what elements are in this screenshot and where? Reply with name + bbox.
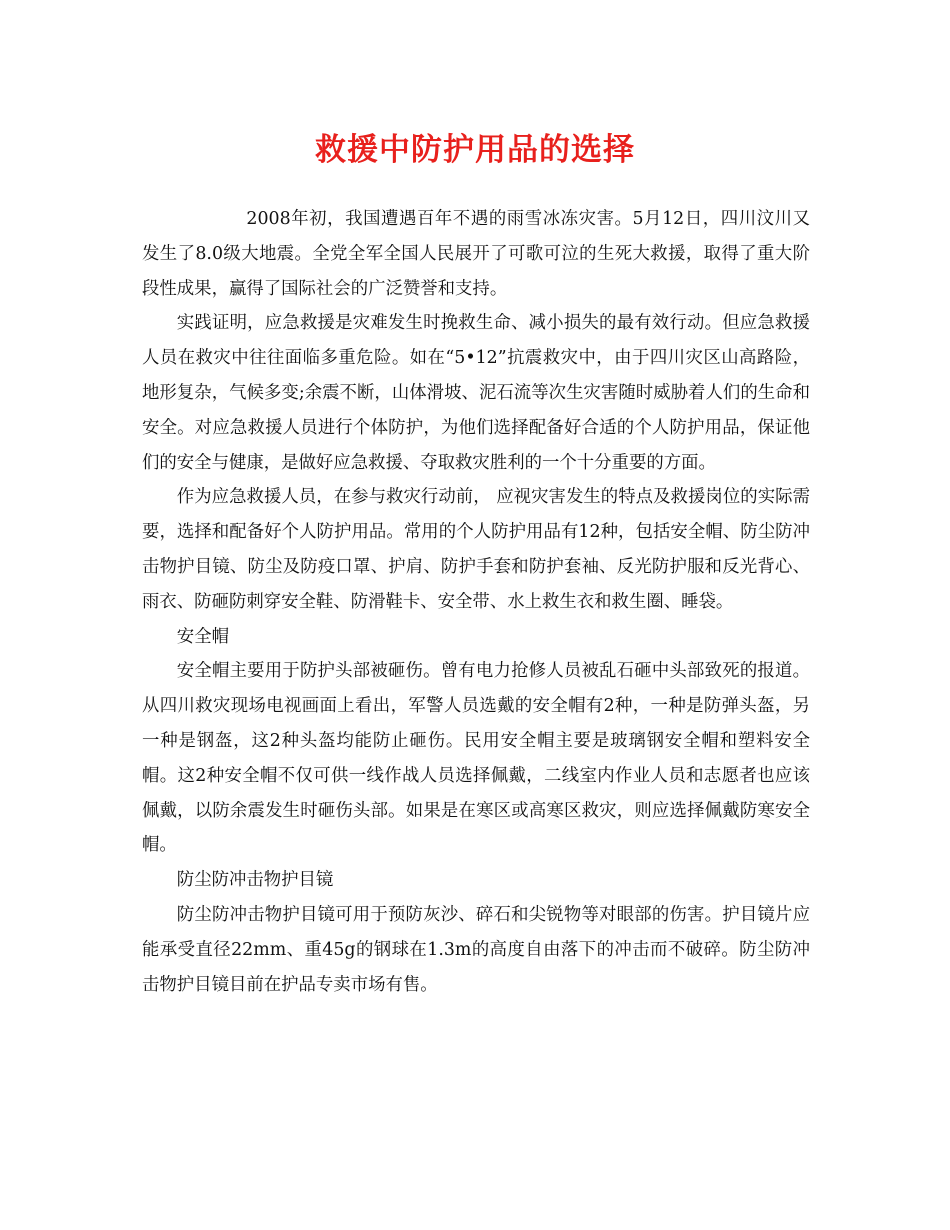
section-heading-helmet: 安全帽 (176, 626, 229, 647)
paragraph-equipment-list: 作为应急救援人员，在参与救灾行动前， 应视灾害发生的特点及救援岗位的实际需要，选择和配备好个人防护用品。常用的个人防护用品有12种，包括安全帽、防尘防冲击物护目镜、防尘及防疫口罩、护肩、防护手套和防护套袖、反光防护服和反光背心、雨衣、防砸防刺穿安全鞋、防滑鞋卡、安全带、水上救生衣和救生圈、睡袋。 (142, 487, 810, 612)
paragraph-practice: 实践证明，应急救援是灾难发生时挽救生命、减小损失的最有效行动。但应急救援人员在救灾中往往面临多重危险。如在“5•12”抗震救灾中，由于四川灾区山高路险，地形复杂，气候多变;余震不断，山体滑坡、泥石流等次生灾害随时威胁着人们的生命和安全。对应急救援人员进行个体防护，为他们选择配备好合适的个人防护用品，保证他们的安全与健康，是做好应急救援、夺取救灾胜利的一个十分重要的方面。 (142, 313, 810, 473)
document-body (142, 202, 810, 1002)
paragraph-goggles: 防尘防冲击物护目镜可用于预防灰沙、碎石和尖锐物等对眼部的伤害。护目镜片应能承受直径22mm、重45g的钢球在1.3m的高度自由落下的冲击而不破碎。防尘防冲击物护目镜目前在护品专卖市场有售。 (142, 904, 810, 995)
section-heading-goggles: 防尘防冲击物护目镜 (176, 870, 334, 891)
paragraph-intro: 2008年初，我国遭遇百年不遇的雨雪冰冻灾害。5月12日，四川汶川又发生了8.0级大地震。全党全军全国人民展开了可歌可泣的生死大救援，取得了重大阶段性成果，赢得了国际社会的广泛赞誉和支持。 (142, 209, 810, 299)
paragraph-helmet: 安全帽主要用于防护头部被砸伤。曾有电力抢修人员被乱石砸中头部致死的报道。从四川救灾现场电视画面上看出，军警人员选戴的安全帽有2种，一种是防弹头盔，另一种是钢盔，这2种头盔均能防止砸伤。民用安全帽主要是玻璃钢安全帽和塑料安全帽。这2种安全帽不仅可供一线作战人员选择佩戴，二线室内作业人员和志愿者也应该佩戴，以防余震发生时砸伤头部。如果是在寒区或高寒区救灾，则应选择佩戴防寒安全帽。 (142, 661, 810, 856)
document-title: 救援中防护用品的选择 (315, 132, 635, 168)
